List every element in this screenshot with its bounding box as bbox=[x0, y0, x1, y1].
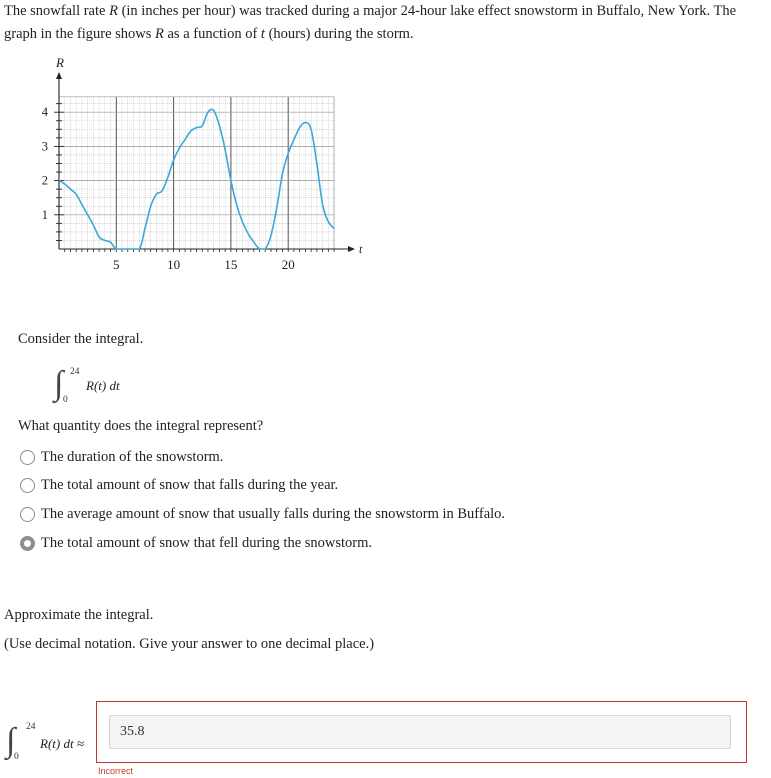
integral-sign: ∫ bbox=[54, 365, 64, 402]
intro-var-t: t bbox=[260, 26, 265, 42]
incorrect-status: Incorrect bbox=[98, 766, 134, 776]
integrand: R(t) dt bbox=[86, 378, 120, 393]
radio-button[interactable] bbox=[20, 478, 35, 493]
intro-text-1: The snowfall rate bbox=[4, 3, 110, 19]
x-axis-arrow bbox=[348, 246, 355, 252]
radio-button[interactable] bbox=[20, 507, 35, 522]
approximate-prompt: Approximate the integral. bbox=[4, 607, 154, 623]
intro-text-4: (hours) during the storm. bbox=[264, 26, 414, 42]
integral-lower-limit: 0 bbox=[63, 395, 68, 405]
x-axis-label: t bbox=[358, 242, 363, 256]
radio-button-selected[interactable] bbox=[20, 536, 35, 551]
x-tick-label-10: 10 bbox=[167, 257, 181, 272]
x-tick-label-20: 20 bbox=[281, 257, 295, 272]
option-label: The total amount of snow that fell during the snowstorm. bbox=[41, 534, 373, 551]
x-tick-label-5: 5 bbox=[113, 257, 120, 272]
intro-var-r2: R bbox=[155, 26, 164, 42]
snowfall-rate-chart bbox=[0, 50, 380, 280]
option-label: The average amount of snow that usually falls during the snowstorm in Buffalo. bbox=[41, 505, 506, 522]
y-tick-label-2: 2 bbox=[41, 173, 48, 188]
answer-input[interactable]: 35.8 bbox=[109, 715, 731, 749]
intro-text-3: as a function of bbox=[163, 26, 261, 42]
option-total-storm[interactable] bbox=[20, 533, 372, 553]
y-tick-label-3: 3 bbox=[41, 139, 48, 154]
y-tick-label-1: 1 bbox=[41, 207, 48, 222]
intro-var-r: R bbox=[109, 3, 118, 19]
integral-sign: ∫ bbox=[6, 722, 16, 759]
integral-upper-limit: 24 bbox=[26, 722, 36, 732]
decimal-note: (Use decimal notation. Give your answer to one decimal place.) bbox=[4, 636, 375, 652]
y-axis-label: R bbox=[56, 55, 64, 70]
answer-integral-expression bbox=[4, 718, 96, 768]
option-label: The duration of the snowstorm. bbox=[41, 448, 224, 465]
option-duration[interactable] bbox=[20, 447, 223, 467]
integral-upper-limit: 24 bbox=[70, 367, 80, 377]
chart-axes bbox=[56, 72, 355, 252]
integral-lower-limit: 0 bbox=[14, 752, 19, 762]
x-tick-label-15: 15 bbox=[224, 257, 238, 272]
y-axis-arrow bbox=[56, 72, 62, 79]
integrand: R(t) dt ≈ bbox=[40, 736, 84, 751]
option-label: The total amount of snow that falls during the year. bbox=[41, 476, 339, 493]
y-tick-label-4: 4 bbox=[41, 105, 48, 120]
option-average-snow[interactable] bbox=[20, 504, 505, 524]
integral-expression bbox=[52, 365, 172, 409]
quantity-question: What quantity does the integral represent? bbox=[18, 418, 264, 434]
problem-statement bbox=[4, 0, 764, 46]
intro-text-2: (in inches per hour) was tracked during a major 24-hour lake effect snowstorm in Buffalo, New York. The graph in the figure shows bbox=[4, 3, 737, 42]
answer-container bbox=[96, 701, 747, 763]
radio-button[interactable] bbox=[20, 450, 35, 465]
consider-integral-prompt: Consider the integral. bbox=[18, 331, 144, 347]
chart-minor-grid bbox=[59, 97, 334, 249]
option-total-year[interactable] bbox=[20, 475, 338, 495]
